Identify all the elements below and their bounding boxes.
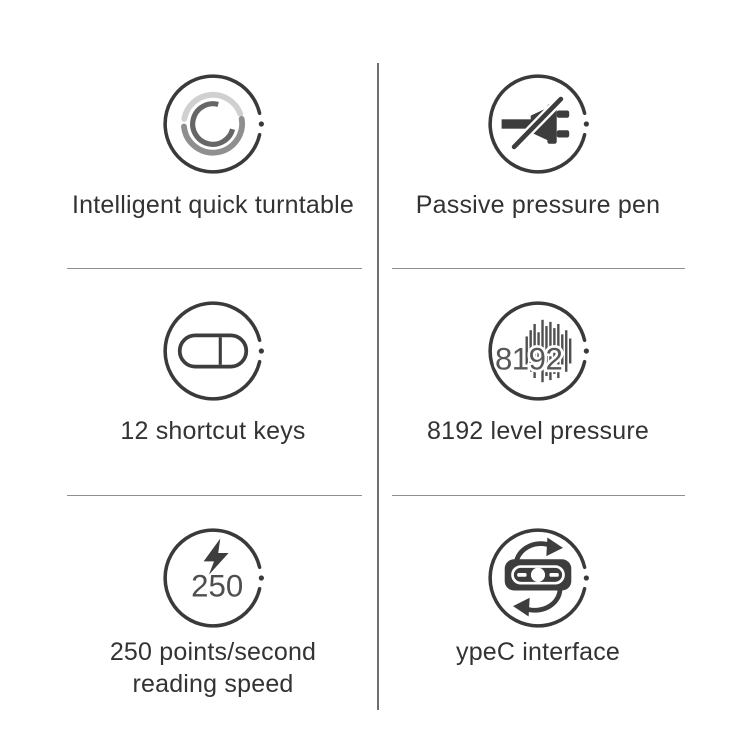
feature-card-pressure bbox=[365, 299, 711, 447]
horizontal-divider bbox=[67, 268, 362, 269]
feature-text-line1: 250 points/second bbox=[109, 638, 317, 666]
feature-card-passive-pen bbox=[365, 72, 711, 221]
speed-number: 250 bbox=[191, 568, 244, 604]
feature-text: 12 shortcut keys bbox=[120, 417, 306, 445]
pressure-level-number: 8192 bbox=[494, 341, 563, 377]
usb-c-icon bbox=[486, 526, 590, 630]
feature-card-turntable bbox=[40, 72, 386, 221]
horizontal-divider bbox=[392, 268, 685, 269]
feature-text: Intelligent quick turntable bbox=[72, 191, 354, 219]
feature-text: 8192 level pressure bbox=[427, 417, 649, 445]
feature-text: ypeC interface bbox=[456, 638, 620, 666]
feature-label bbox=[40, 636, 386, 700]
feature-label bbox=[365, 415, 711, 447]
no-charge-plug-icon bbox=[486, 72, 590, 176]
feature-card-reading-speed bbox=[40, 526, 386, 700]
pressure-barcode-icon bbox=[486, 299, 590, 403]
feature-card-typec bbox=[365, 526, 711, 668]
feature-label bbox=[365, 636, 711, 668]
shortcut-key-icon bbox=[161, 299, 265, 403]
dial-icon bbox=[161, 72, 265, 176]
feature-card-shortcut-keys bbox=[40, 299, 386, 447]
lightning-speed-icon bbox=[161, 526, 265, 630]
horizontal-divider bbox=[392, 495, 685, 496]
horizontal-divider bbox=[67, 495, 362, 496]
feature-text-line2: reading speed bbox=[132, 670, 294, 698]
feature-label bbox=[40, 189, 386, 221]
feature-text: Passive pressure pen bbox=[415, 191, 661, 219]
feature-label bbox=[365, 189, 711, 221]
usb-c-connector bbox=[505, 559, 572, 590]
feature-label bbox=[40, 415, 386, 447]
